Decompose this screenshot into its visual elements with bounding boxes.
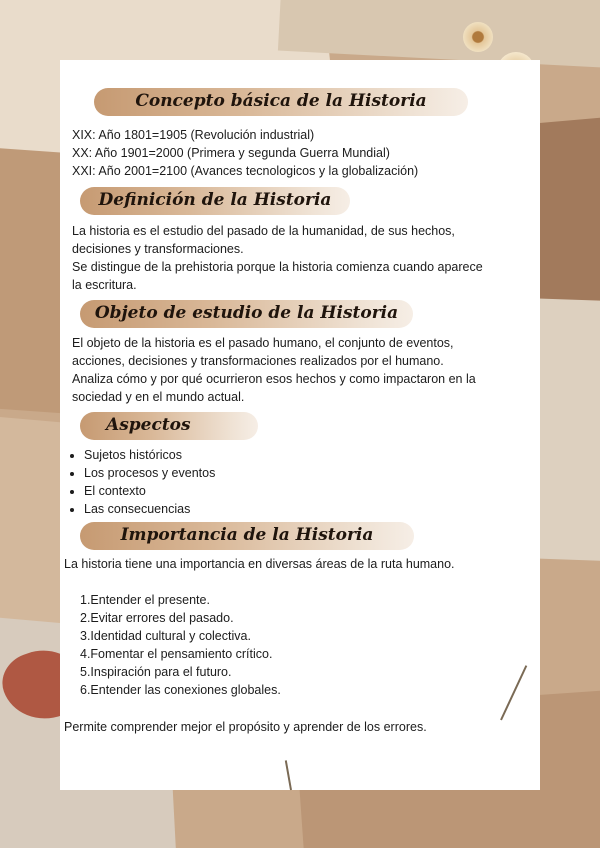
heading-objeto [80,300,413,328]
text-line: la escritura. [72,278,137,292]
heading-definicion [80,187,350,215]
numbered-item: 6.Entender las conexiones globales. [80,683,281,697]
text-line: Analiza cómo y por qué ocurrieron esos hechos y como impactaron en la [72,372,476,386]
numbered-item: 3.Identidad cultural y colectiva. [80,629,251,643]
numbered-item: 4.Fomentar el pensamiento crítico. [80,647,273,661]
objeto-body [72,334,476,406]
list-item: • Sujetos históricos [84,446,215,464]
numbered-item: 5.Inspiración para el futuro. [80,665,232,679]
text-line: acciones, decisiones y transformaciones realizados por el humano. [72,354,444,368]
numbered-item: 1.Entender el presente. [80,593,210,607]
text-line: XXI: Año 2001=2100 (Avances tecnologicos y la globalización) [72,164,419,178]
heading-aspectos-text: Aspectos [106,415,191,435]
dried-plant-stem [285,760,292,790]
list-item: • El contexto [84,482,215,500]
text-line: XX: Año 1901=2000 (Primera y segunda Guerra Mundial) [72,146,390,160]
text-line: Se distingue de la prehistoria porque la historia comienza cuando aparece [72,260,483,274]
text-line: Permite comprender mejor el propósito y aprender de los errores. [64,720,427,734]
aspectos-list [66,446,215,518]
concepto-body [72,126,418,180]
dried-plant-stem [500,665,527,720]
text-line: La historia es el estudio del pasado de la humanidad, de sus hechos, [72,224,455,238]
text-line: sociedad y en el mundo actual. [72,390,245,404]
heading-objeto-text: Objeto de estudio de la Historia [94,303,399,323]
heading-definicion-text: Definición de la Historia [98,190,332,210]
dried-flower-icon [463,22,493,52]
importancia-list [80,591,281,699]
list-item: • Las consecuencias [84,500,215,518]
text-line: La historia tiene una importancia en diversas áreas de la ruta humano. [64,557,455,571]
numbered-item: 2.Evitar errores del pasado. [80,611,234,625]
text-line: decisiones y transformaciones. [72,242,244,256]
list-item: • Los procesos y eventos [84,464,215,482]
definicion-body [72,222,483,294]
heading-importancia-text: Importancia de la Historia [120,525,374,545]
importancia-intro [64,555,455,573]
content-card [60,60,540,790]
text-line: XIX: Año 1801=1905 (Revolución industrial) [72,128,315,142]
text-line: El objeto de la historia es el pasado humano, el conjunto de eventos, [72,336,454,350]
heading-concepto-text: Concepto básica de la Historia [135,91,427,111]
heading-importancia [80,522,414,550]
importancia-closing [64,718,427,736]
heading-concepto [94,88,468,116]
heading-aspectos [80,412,258,440]
